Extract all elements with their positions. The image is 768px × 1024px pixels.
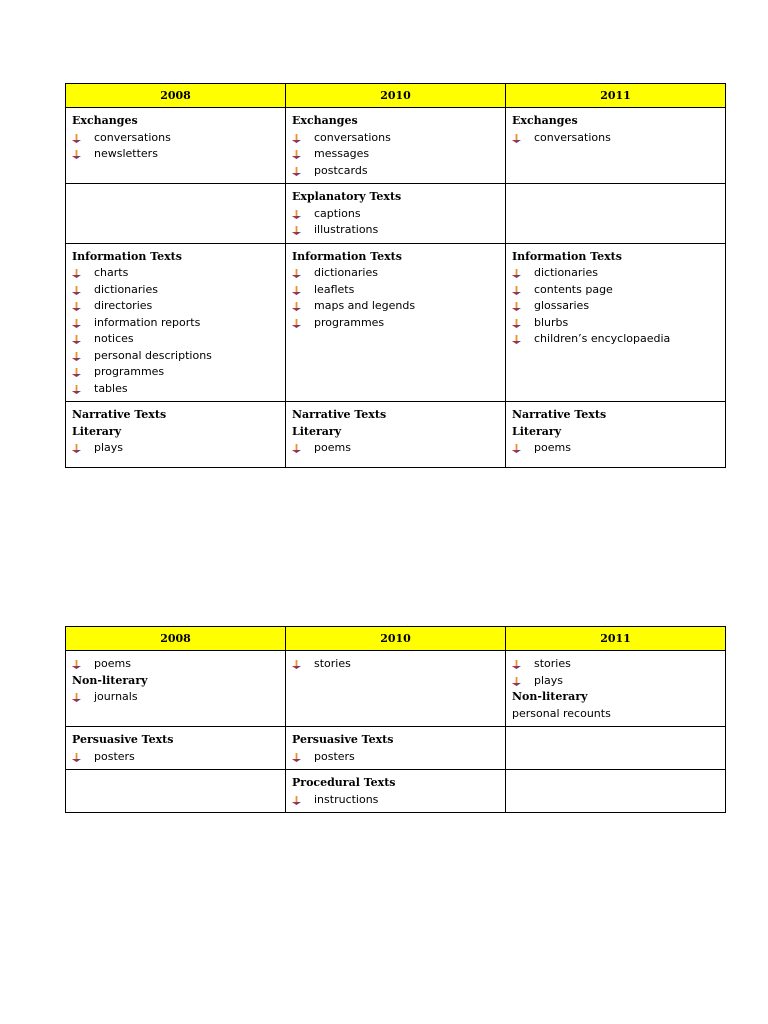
- arrow-bullet-icon: [512, 444, 521, 453]
- bullet-list: [72, 440, 279, 457]
- category-heading: Persuasive Texts: [72, 733, 174, 746]
- list-item-label: illustrations: [314, 223, 379, 236]
- list-item-label: blurbs: [534, 315, 569, 329]
- arrow-bullet-icon: [72, 444, 81, 453]
- list-item: [72, 331, 279, 348]
- list-item: [292, 440, 499, 457]
- list-item: [512, 130, 719, 147]
- list-item-label: contents page: [534, 282, 613, 296]
- arrow-bullet-icon: [72, 385, 81, 394]
- arrow-bullet-icon: [292, 167, 301, 176]
- list-item-label: postcards: [314, 163, 368, 177]
- table-cell: [66, 727, 286, 770]
- arrow-bullet-icon: [512, 269, 521, 278]
- bullet-list: [292, 265, 499, 331]
- arrow-bullet-icon: [292, 226, 301, 235]
- arrow-bullet-icon: [292, 302, 301, 311]
- list-item: [512, 331, 719, 348]
- list-item: [292, 315, 499, 332]
- list-item-label: personal descriptions: [94, 348, 212, 362]
- table-cell: [66, 243, 286, 402]
- curriculum-table-2: [65, 626, 726, 813]
- table-cell: [506, 108, 726, 184]
- table-cell: [66, 770, 286, 813]
- list-item: [512, 265, 719, 282]
- bullet-list: [512, 656, 719, 689]
- list-item: [72, 315, 279, 332]
- arrow-bullet-icon: [72, 302, 81, 311]
- bullet-list: [292, 656, 499, 673]
- category-heading: Literary: [72, 424, 122, 438]
- table-cell: [66, 402, 286, 468]
- category-heading: Literary: [512, 424, 562, 438]
- list-item: [292, 206, 499, 223]
- list-item: [292, 282, 499, 299]
- bullet-list: [512, 265, 719, 348]
- table-row: [66, 651, 726, 727]
- category-heading: Narrative Texts: [292, 408, 387, 421]
- arrow-bullet-icon: [512, 319, 521, 328]
- table-cell: [66, 184, 286, 244]
- list-item-label: plays: [534, 673, 564, 687]
- category-heading: Narrative Texts: [72, 408, 167, 421]
- list-item: [512, 440, 719, 457]
- table-cell: [286, 651, 506, 727]
- bullet-list: [72, 656, 279, 673]
- list-item-label: maps and legends: [314, 299, 416, 312]
- bullet-list: [292, 792, 499, 809]
- table-cell: [286, 402, 506, 468]
- list-item-label: charts: [94, 266, 129, 279]
- arrow-bullet-icon: [72, 352, 81, 361]
- list-item: [72, 364, 279, 381]
- table-cell: [506, 770, 726, 813]
- cell-text: personal recounts: [512, 706, 611, 720]
- list-item-label: children’s encyclopaedia: [534, 332, 671, 345]
- table-cell: [286, 770, 506, 813]
- list-item-label: stories: [314, 657, 351, 670]
- list-item: [512, 298, 719, 315]
- list-item: [72, 348, 279, 365]
- year-header: 2008: [66, 627, 286, 651]
- table-cell: [286, 184, 506, 244]
- list-item: [292, 146, 499, 163]
- list-item-label: programmes: [94, 365, 165, 378]
- list-item: [72, 381, 279, 398]
- list-item: [512, 656, 719, 673]
- list-item-label: captions: [314, 206, 361, 220]
- list-item: [292, 130, 499, 147]
- table-cell: [286, 243, 506, 402]
- list-item-label: instructions: [314, 792, 379, 806]
- list-item-label: posters: [94, 749, 135, 763]
- table-cell: [66, 108, 286, 184]
- list-item: [512, 315, 719, 332]
- list-item-label: leaflets: [314, 282, 355, 296]
- bullet-list: [292, 130, 499, 180]
- category-heading: Persuasive Texts: [292, 733, 394, 746]
- category-heading: Explanatory Texts: [292, 190, 402, 203]
- arrow-bullet-icon: [292, 444, 301, 453]
- arrow-bullet-icon: [72, 134, 81, 143]
- list-item: [292, 656, 499, 673]
- list-item-label: tables: [94, 381, 128, 395]
- list-item: [72, 689, 279, 706]
- list-item: [72, 656, 279, 673]
- list-item-label: conversations: [534, 130, 611, 144]
- arrow-bullet-icon: [72, 753, 81, 762]
- list-item-label: newsletters: [94, 147, 158, 160]
- bullet-list: [292, 749, 499, 766]
- list-item-label: poems: [94, 657, 131, 670]
- bullet-list: [512, 130, 719, 147]
- category-heading: Information Texts: [512, 249, 622, 263]
- arrow-bullet-icon: [72, 335, 81, 344]
- arrow-bullet-icon: [72, 368, 81, 377]
- arrow-bullet-icon: [72, 319, 81, 328]
- arrow-bullet-icon: [292, 660, 301, 669]
- list-item-label: notices: [94, 332, 134, 345]
- year-header: 2011: [506, 84, 726, 108]
- arrow-bullet-icon: [72, 269, 81, 278]
- list-item: [72, 146, 279, 163]
- list-item-label: poems: [534, 441, 571, 454]
- category-heading: Information Texts: [292, 249, 402, 263]
- list-item: [292, 298, 499, 315]
- list-item-label: journals: [94, 690, 138, 703]
- table-cell: [286, 727, 506, 770]
- arrow-bullet-icon: [512, 335, 521, 344]
- list-item: [72, 298, 279, 315]
- arrow-bullet-icon: [292, 319, 301, 328]
- list-item: [72, 749, 279, 766]
- arrow-bullet-icon: [292, 269, 301, 278]
- list-item: [72, 282, 279, 299]
- list-item: [292, 792, 499, 809]
- table-cell: [286, 108, 506, 184]
- list-item: [72, 265, 279, 282]
- category-heading: Exchanges: [72, 114, 138, 127]
- list-item: [292, 749, 499, 766]
- list-item-label: conversations: [314, 130, 391, 144]
- list-item-label: posters: [314, 749, 355, 763]
- list-item-label: dictionaries: [534, 266, 598, 279]
- arrow-bullet-icon: [512, 677, 521, 686]
- list-item: [292, 222, 499, 239]
- table-row: [66, 727, 726, 770]
- list-item-label: directories: [94, 299, 153, 312]
- year-header: 2010: [286, 627, 506, 651]
- bullet-list: [72, 265, 279, 397]
- table-cell: [506, 651, 726, 727]
- list-item-label: conversations: [94, 130, 171, 144]
- list-item-label: stories: [534, 657, 571, 670]
- arrow-bullet-icon: [72, 660, 81, 669]
- table-row: [66, 770, 726, 813]
- category-heading: Non-literary: [512, 690, 588, 703]
- category-heading: Information Texts: [72, 249, 182, 263]
- list-item-label: messages: [314, 147, 370, 160]
- list-item-label: information reports: [94, 315, 201, 329]
- arrow-bullet-icon: [72, 693, 81, 702]
- category-heading: Exchanges: [512, 114, 578, 127]
- list-item-label: plays: [94, 441, 124, 454]
- table-header-row: [66, 627, 726, 651]
- list-item: [72, 130, 279, 147]
- table-cell: [506, 243, 726, 402]
- list-item: [292, 163, 499, 180]
- arrow-bullet-icon: [292, 753, 301, 762]
- year-header: 2010: [286, 84, 506, 108]
- list-item-label: dictionaries: [94, 282, 158, 296]
- category-heading: Literary: [292, 424, 342, 438]
- table-row: [66, 243, 726, 402]
- year-header: 2011: [506, 627, 726, 651]
- table-row: [66, 184, 726, 244]
- arrow-bullet-icon: [72, 286, 81, 295]
- list-item: [512, 282, 719, 299]
- table-header-row: [66, 84, 726, 108]
- bullet-list: [72, 130, 279, 163]
- list-item-label: programmes: [314, 315, 385, 329]
- year-header: 2008: [66, 84, 286, 108]
- bullet-list: [292, 206, 499, 239]
- table-cell: [66, 651, 286, 727]
- arrow-bullet-icon: [72, 150, 81, 159]
- category-heading: Narrative Texts: [512, 408, 607, 421]
- bullet-list: [292, 440, 499, 457]
- list-item: [72, 440, 279, 457]
- arrow-bullet-icon: [292, 150, 301, 159]
- table-cell: [506, 184, 726, 244]
- list-item-label: glossaries: [534, 299, 590, 312]
- arrow-bullet-icon: [512, 134, 521, 143]
- table-row: [66, 402, 726, 468]
- bullet-list: [72, 689, 279, 706]
- arrow-bullet-icon: [512, 302, 521, 311]
- arrow-bullet-icon: [512, 286, 521, 295]
- bullet-list: [512, 440, 719, 457]
- list-item-label: poems: [314, 441, 351, 454]
- list-item: [292, 265, 499, 282]
- list-item: [512, 673, 719, 690]
- arrow-bullet-icon: [292, 796, 301, 805]
- arrow-bullet-icon: [292, 134, 301, 143]
- list-item-label: dictionaries: [314, 266, 378, 279]
- arrow-bullet-icon: [512, 660, 521, 669]
- table-cell: [506, 727, 726, 770]
- category-heading: Non-literary: [72, 673, 148, 687]
- arrow-bullet-icon: [292, 210, 301, 219]
- table-row: [66, 108, 726, 184]
- category-heading: Exchanges: [292, 114, 358, 127]
- category-heading: Procedural Texts: [292, 776, 396, 789]
- arrow-bullet-icon: [292, 286, 301, 295]
- table-cell: [506, 402, 726, 468]
- bullet-list: [72, 749, 279, 766]
- curriculum-table-1: [65, 83, 726, 468]
